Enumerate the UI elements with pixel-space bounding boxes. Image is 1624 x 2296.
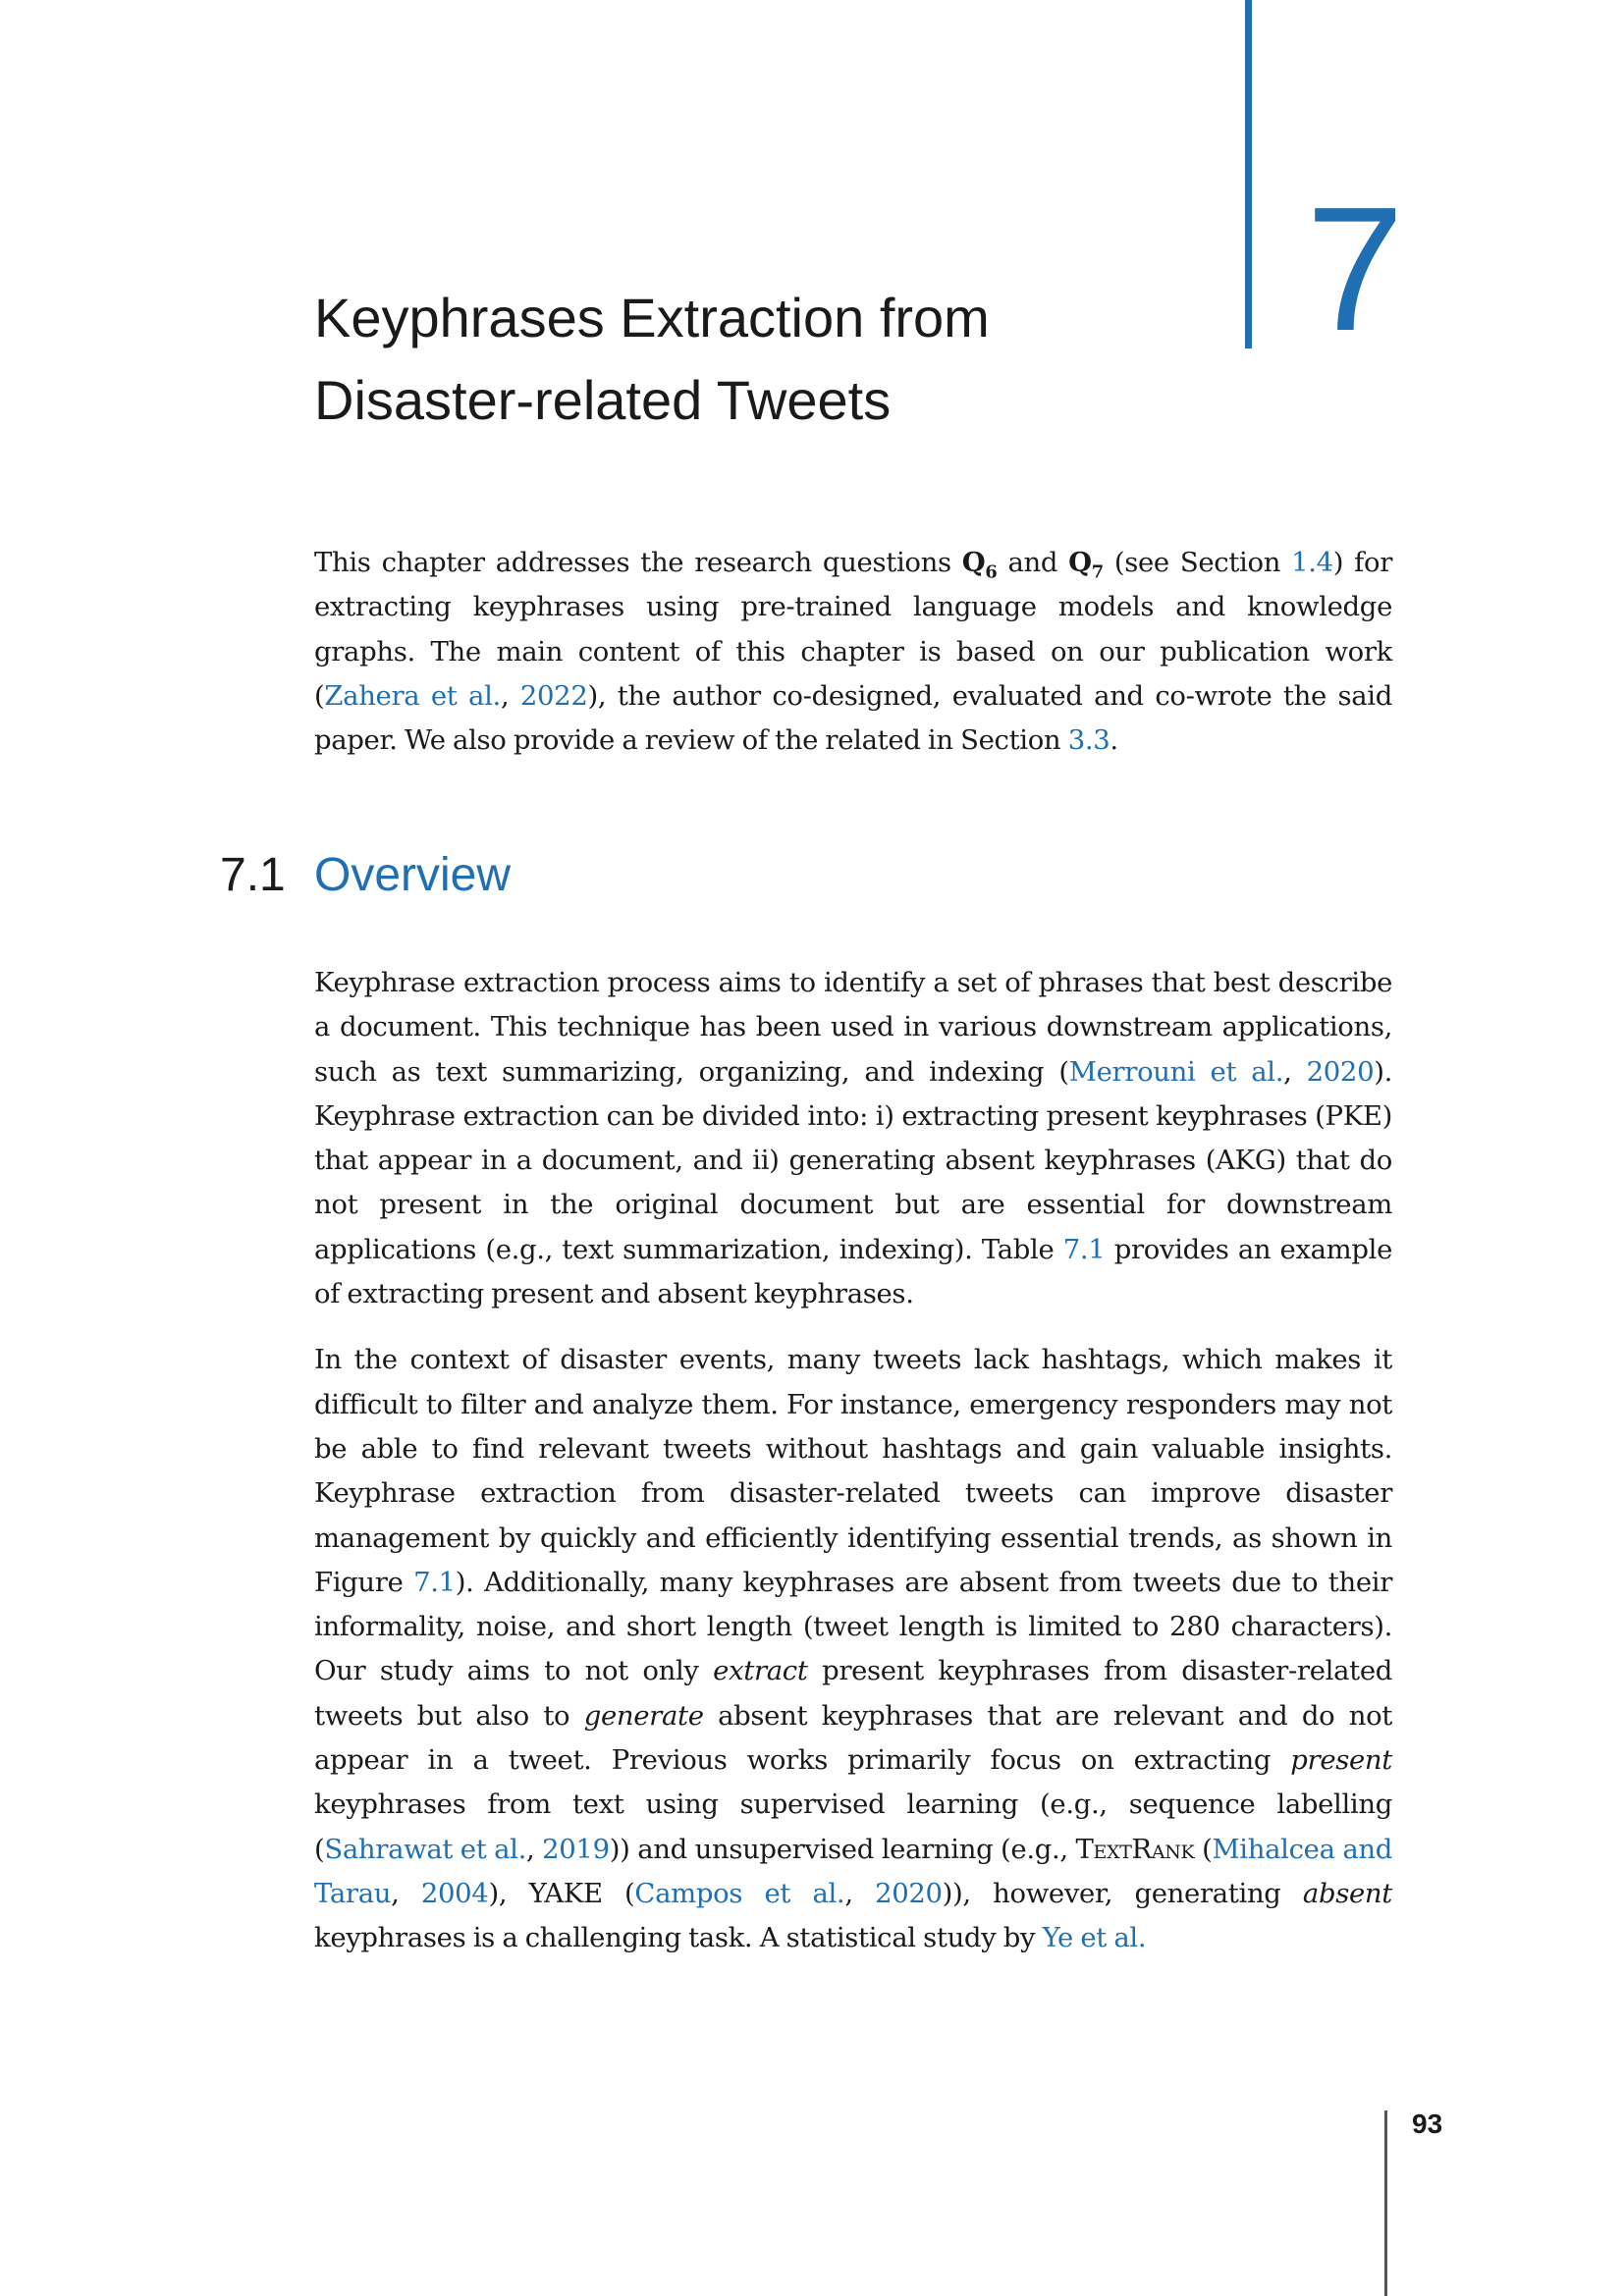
question-q6: [961, 547, 998, 583]
overview-body: [314, 961, 1392, 1983]
emphasis: absent: [1302, 1877, 1392, 1909]
text-run: In the context of disaster events, many tweets lack hashtags, which makes it difficult to filter and analyze them. For instance, emergency responders may not be able to find relevant tweets without hashtags and gain valuable insights. Keyphrase extraction from disaster-related tweets can improve disaster management by quickly and efficiently identifying essential trends, as shown in Figure: [314, 1344, 1392, 1598]
text-run: ). Keyphrase extraction can be divided into: i) extracting present keyphrases (PKE) that appear in a document, and ii) generating absent keyphrases (AKG) that do not present in the original document but are essential for downstream applications (e.g., text summarization, indexing). Table: [314, 1055, 1392, 1265]
text-run: .: [1110, 724, 1118, 757]
text-run: ,: [526, 1833, 543, 1865]
intro-paragraph: [314, 541, 1392, 763]
page-number-rule: [1384, 2110, 1387, 2296]
text-run: and: [997, 547, 1069, 578]
citation-author-link[interactable]: Mihalcea and Tarau: [314, 1833, 1392, 1909]
citation-author-link[interactable]: Zahera et al.: [324, 679, 501, 712]
section-number: 7.1: [220, 849, 286, 901]
text-run: present keyphrases from disaster-related tweets but also to: [314, 1655, 1392, 1732]
chapter-number: 7: [1306, 171, 1405, 368]
text-run: ). Additionally, many keyphrases are absent from tweets due to their informality, noise, and short length (tweet length is limited to 280 characters). Our study aims to not only: [314, 1566, 1393, 1687]
subscript: 7: [1091, 561, 1104, 583]
emphasis: extract: [713, 1655, 808, 1687]
chapter-title-line-2: Disaster-related Tweets: [314, 369, 892, 431]
page-number: 93: [1412, 2109, 1443, 2139]
text-run: ,: [844, 1877, 876, 1909]
text-run: ,: [1283, 1055, 1307, 1088]
chapter-title: [314, 277, 1159, 442]
figure-ref-link[interactable]: 7.1: [413, 1566, 456, 1598]
question-q7: [1068, 547, 1104, 583]
text-run: ), YAKE (: [488, 1877, 635, 1909]
text-run: Q: [961, 547, 986, 578]
text-run: provides an example of extracting present and absent keyphrases.: [314, 1233, 1393, 1310]
emphasis: generate: [583, 1699, 704, 1732]
text-run: ,: [391, 1877, 421, 1909]
citation-year-link[interactable]: 2020: [1306, 1055, 1375, 1088]
citation-year-link[interactable]: 2022: [519, 679, 588, 712]
section-title: Overview: [314, 849, 512, 901]
text-run: ), the author co-designed, evaluated and co-wrote the said paper. We also provide a review of the related in Section: [314, 679, 1392, 757]
paragraph-2: [314, 1338, 1392, 1960]
citation-year-link[interactable]: 2019: [542, 1833, 610, 1865]
text-run: ) for extracting keyphrases using pre-trained language models and knowledge graphs. The main content of this chapter is based on our publication work (: [314, 547, 1392, 712]
citation-author-link[interactable]: Sahrawat et al.: [324, 1833, 527, 1865]
subscript: 6: [985, 561, 998, 583]
textrank-smallcaps: TextRank: [1075, 1833, 1195, 1865]
text-run: (: [1194, 1833, 1213, 1865]
text-run: )), however, generating: [942, 1877, 1303, 1909]
text-run: keyphrases is a challenging task. A statistical study by: [314, 1922, 1043, 1954]
text-run: (see Section: [1103, 547, 1292, 578]
citation-author-link[interactable]: Merrouni et al.: [1068, 1055, 1284, 1088]
chapter-intro: [314, 541, 1392, 784]
section-heading: [220, 846, 511, 905]
text-run: keyphrases from text using supervised learning (e.g., sequence labelling (: [314, 1789, 1392, 1865]
text-run: absent keyphrases that are relevant and do not appear in a tweet. Previous works primarily focus on extracting: [314, 1699, 1392, 1777]
citation-author-link[interactable]: Campos et al.: [634, 1877, 845, 1909]
section-ref-link[interactable]: 1.4: [1291, 547, 1333, 578]
text-run: Keyphrase extraction process aims to identify a set of phrases that best describe a document. This technique has been used in various downstream applications, such as text summarizing, organizing, and indexing (: [314, 967, 1392, 1088]
citation-year-link[interactable]: 2004: [420, 1877, 489, 1909]
text-run: )) and unsupervised learning (e.g.,: [609, 1833, 1076, 1865]
text-run: ,: [500, 679, 520, 712]
citation-year-link[interactable]: 2020: [875, 1877, 943, 1909]
section-ref-link[interactable]: 3.3: [1067, 724, 1110, 757]
citation-author-link[interactable]: Ye et al.: [1042, 1922, 1147, 1954]
chapter-accent-bar: [1245, 0, 1252, 348]
paragraph-1: [314, 961, 1392, 1316]
chapter-title-line-1: Keyphrases Extraction from: [314, 287, 990, 348]
text-run: This chapter addresses the research questions: [314, 547, 962, 578]
text-run: Q: [1068, 547, 1092, 578]
emphasis: present: [1290, 1744, 1392, 1777]
table-ref-link[interactable]: 7.1: [1062, 1233, 1106, 1265]
